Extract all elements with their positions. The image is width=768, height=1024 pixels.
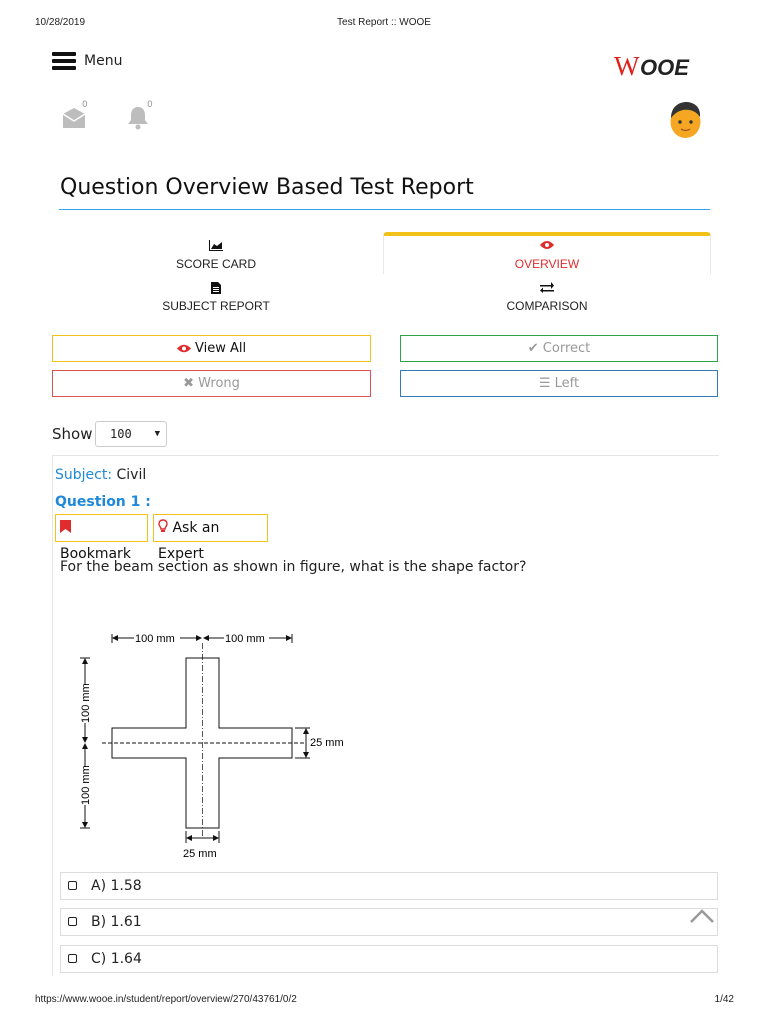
tab-subject-report[interactable] [52, 278, 380, 320]
eye-icon [384, 240, 710, 254]
exchange-icon [383, 282, 711, 296]
svg-text:W: W [614, 52, 640, 81]
check-icon: ✔ [527, 341, 539, 356]
bookmark-icon [60, 520, 71, 533]
tab-label: OVERVIEW [514, 257, 580, 271]
wrong-label: Wrong [198, 376, 240, 391]
option-label: A) 1.58 [91, 878, 142, 894]
document-icon [52, 282, 380, 296]
messages-count: 0 [82, 100, 88, 110]
correct-button[interactable] [400, 335, 718, 362]
notifications-count: 0 [147, 100, 153, 110]
tab-label: SCORE CARD [175, 257, 256, 271]
option-c[interactable] [60, 945, 718, 973]
print-date: 10/28/2019 [35, 17, 86, 28]
chevron-up-icon[interactable] [688, 906, 716, 926]
dim-top-left-label: 100 mm [135, 633, 175, 645]
eye-icon [177, 344, 191, 353]
beam-section-figure [74, 625, 374, 865]
view-all-button[interactable] [52, 335, 371, 362]
hamburger-icon [52, 51, 76, 71]
tab-label: SUBJECT REPORT [162, 299, 270, 313]
option-b[interactable] [60, 908, 718, 936]
subject-line [55, 467, 146, 483]
option-radio[interactable] [68, 917, 77, 926]
report-tabs [52, 232, 709, 320]
envelope-icon [62, 108, 86, 130]
wooe-logo[interactable] [614, 52, 718, 82]
correct-label: Correct [542, 341, 591, 356]
messages-button[interactable] [62, 100, 98, 134]
avatar[interactable] [668, 101, 703, 139]
title-divider [59, 209, 710, 210]
show-select[interactable] [95, 421, 167, 447]
notifications-button[interactable] [127, 100, 163, 134]
dim-left-bottom-label: 100 mm [80, 765, 92, 805]
lightbulb-icon [158, 519, 168, 533]
bell-icon [127, 106, 149, 130]
wrong-button[interactable] [52, 370, 371, 397]
print-header [0, 17, 768, 31]
bookmark-label: Bookmark [60, 546, 131, 562]
option-a[interactable] [60, 872, 718, 900]
dim-top-right-label: 100 mm [225, 633, 265, 645]
list-icon: ☰ [538, 376, 551, 391]
tab-comparison[interactable] [383, 278, 711, 320]
show-value: 100 [110, 427, 132, 441]
question-text: For the beam section as shown in figure, what is the shape factor? [60, 559, 527, 575]
menu-label: Menu [84, 53, 123, 69]
print-title: Test Report :: WOOE [337, 17, 431, 28]
show-label: Show [52, 425, 93, 443]
tab-overview[interactable] [383, 232, 711, 274]
area-chart-icon [52, 240, 380, 254]
ask-expert-label: Ask an Expert [158, 520, 220, 562]
page-title: Question Overview Based Test Report [60, 175, 474, 200]
print-url: https://www.wooe.in/student/report/overview/270/43761/0/2 [35, 994, 297, 1005]
option-radio[interactable] [68, 881, 77, 890]
dim-right-label: 25 mm [310, 737, 344, 749]
caret-down-icon: ▼ [154, 429, 160, 439]
option-label: B) 1.61 [91, 914, 142, 930]
print-footer [0, 994, 768, 1008]
option-label: C) 1.64 [91, 951, 142, 967]
question-number: Question 1 : [55, 494, 151, 510]
dim-left-top-label: 100 mm [80, 683, 92, 723]
left-label: Left [554, 376, 580, 391]
svg-text:OOE: OOE [640, 55, 689, 80]
close-icon: ✖ [183, 376, 194, 391]
subject-key: Subject: [55, 467, 113, 483]
bookmark-button[interactable] [55, 514, 148, 562]
print-page: 1/42 [714, 994, 734, 1005]
ask-expert-button[interactable] [153, 514, 268, 562]
menu-button[interactable] [52, 50, 122, 72]
subject-value: Civil [116, 467, 147, 483]
view-all-label: View All [195, 341, 247, 356]
option-radio[interactable] [68, 954, 77, 963]
dim-bottom-label: 25 mm [183, 848, 217, 860]
tab-label: COMPARISON [506, 299, 588, 313]
left-button[interactable] [400, 370, 718, 397]
tab-score-card[interactable] [52, 232, 380, 274]
